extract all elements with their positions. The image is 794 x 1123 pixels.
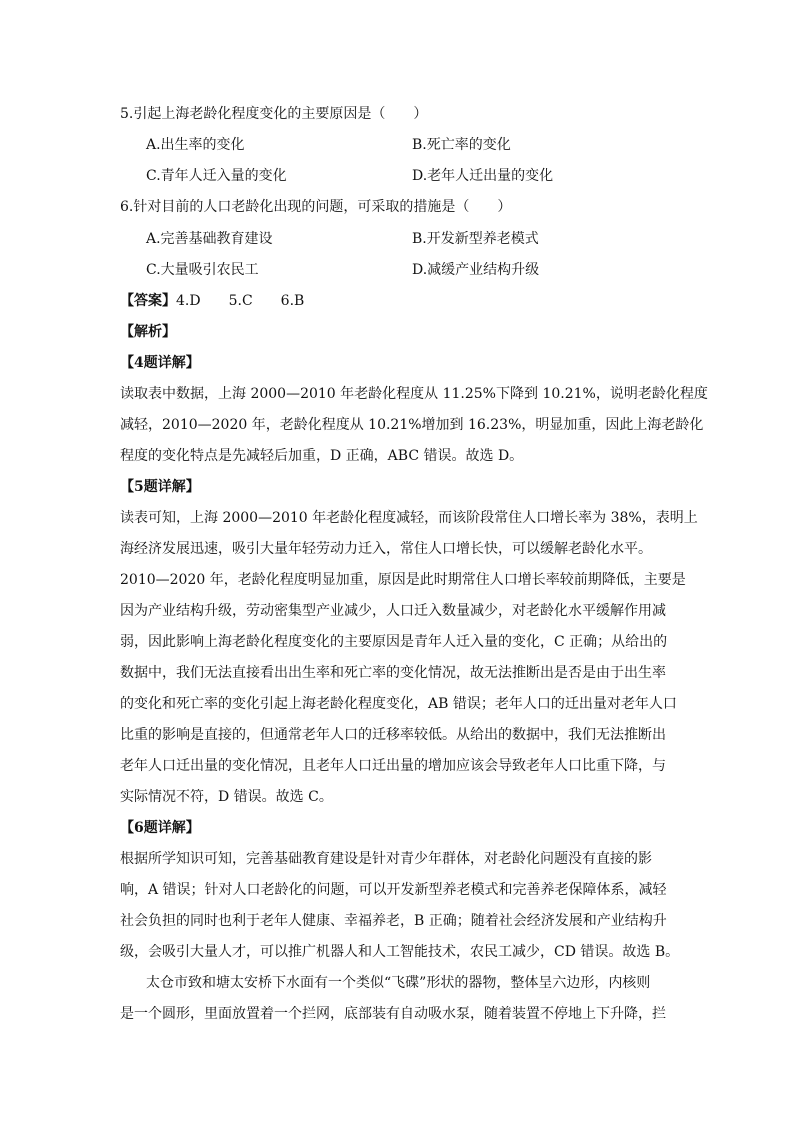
detail-5-line: 弱，因此影响上海老龄化程度变化的主要原因是青年人迁入量的变化，C 正确；从给出的 (120, 634, 668, 650)
detail-5-line: 比重的影响是直接的，但通常老年人口的迁移率较低。从给出的数据中，我们无法推断出 (120, 727, 666, 743)
detail-6-line: 根据所学知识可知，完善基础教育建设是针对青少年群体，对老龄化问题没有直接的影 (120, 851, 652, 867)
question-5-option-d: D.老年人迁出量的变化 (412, 168, 554, 184)
question-6-stem: 6.针对目前的人口老龄化出现的问题，可采取的措施是（ ） (120, 199, 512, 215)
question-5-option-b: B.死亡率的变化 (412, 137, 511, 153)
detail-4-line: 程度的变化特点是先减轻后加重，D 正确，ABC 错误。故选 D。 (120, 448, 524, 464)
detail-5-line: 2010—2020 年，老龄化程度明显加重，原因是此时期常住人口增长率较前期降低，主要是 (120, 572, 686, 588)
detail-6-line: 社会负担的同时也利于老年人健康、幸福养老，B 正确；随着社会经济发展和产业结构升 (120, 913, 667, 929)
question-6-option-a: A.完善基础教育建设 (146, 231, 273, 247)
passage-line: 太仓市致和塘太安桥下水面有一个类似“飞碟”形状的器物，整体呈六边形，内核则 (146, 975, 651, 991)
detail-5-line: 实际情况不符，D 错误。故选 C。 (120, 789, 333, 805)
question-6-option-b: B.开发新型养老模式 (412, 231, 539, 247)
detail-4-heading: 【4题详解】 (120, 355, 200, 371)
passage-line: 是一个圆形，里面放置着一个拦网，底部装有自动吸水泵，随着装置不停地上下升降，拦 (120, 1006, 666, 1022)
question-5-option-a: A.出生率的变化 (146, 137, 245, 153)
detail-4-line: 减轻，2010—2020 年，老龄化程度从 10.21%增加到 16.23%，明显加重，因此上海老龄化 (120, 417, 704, 433)
detail-5-line: 海经济发展迅速，吸引大量年轻劳动力迁入，常住人口增长快，可以缓解老龄化水平。 (120, 541, 652, 557)
detail-5-line: 因为产业结构升级，劳动密集型产业减少，人口迁入数量减少，对老龄化水平缓解作用减 (120, 603, 666, 619)
detail-5-line: 读表可知，上海 2000—2010 年老龄化程度减轻，而该阶段常住人口增长率为 38%，表明上 (120, 510, 698, 526)
detail-6-heading: 【6题详解】 (120, 820, 200, 836)
answer-5: 5.C (228, 293, 253, 309)
detail-5-heading: 【5题详解】 (120, 479, 200, 495)
question-6-option-c: C.大量吸引农民工 (146, 262, 259, 278)
answer-6: 6.B (280, 293, 305, 309)
detail-6-line: 级，会吸引大量人才，可以推广机器人和人工智能技术，农民工减少，CD 错误。故选 B。 (120, 944, 680, 960)
question-5-option-c: C.青年人迁入量的变化 (146, 168, 287, 184)
detail-5-line: 数据中，我们无法直接看出出生率和死亡率的变化情况，故无法推断出是否是由于出生率 (120, 665, 666, 681)
detail-5-line: 的变化和死亡率的变化引起上海老龄化程度变化，AB 错误；老年人口的迁出量对老年人口 (120, 696, 677, 712)
detail-4-line: 读取表中数据，上海 2000—2010 年老龄化程度从 11.25%下降到 10.21%，说明老龄化程度 (120, 386, 708, 402)
question-5-stem: 5.引起上海老龄化程度变化的主要原因是（ ） (120, 106, 428, 122)
answer-line (120, 291, 304, 311)
detail-6-line: 响，A 错误；针对人口老龄化的问题，可以开发新型养老模式和完善养老保障体系，减轻 (120, 882, 667, 898)
question-6-option-d: D.减缓产业结构升级 (412, 262, 540, 278)
answer-4: 4.D (176, 293, 201, 309)
analysis-heading: 【解析】 (120, 324, 176, 340)
answer-label: 【答案】 (120, 293, 176, 309)
detail-5-line: 老年人口迁出量的变化情况，且老年人口迁出量的增加应该会导致老年人口比重下降，与 (120, 758, 666, 774)
